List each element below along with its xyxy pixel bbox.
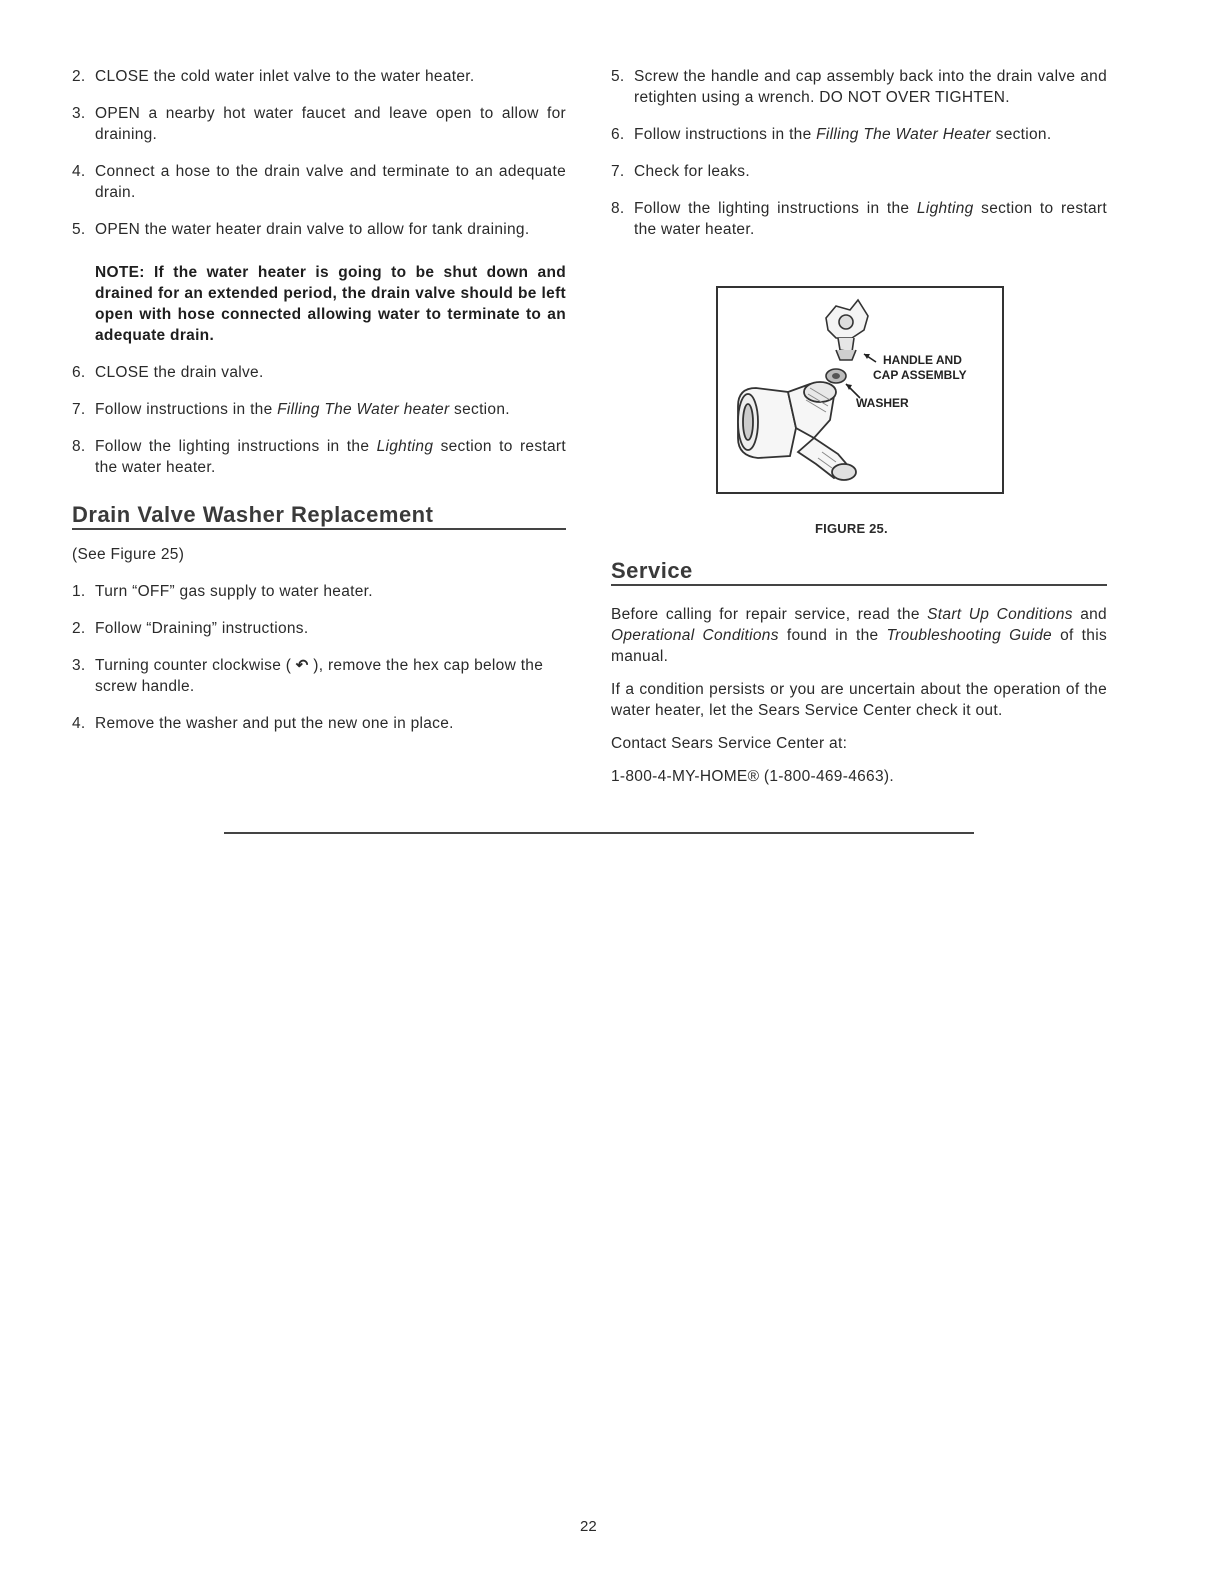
drain-step-remove-hex-cap bbox=[72, 655, 566, 697]
service-phone: 1-800-4-MY-HOME® (1-800-469-4663). bbox=[611, 768, 894, 785]
step-number: 3. bbox=[72, 657, 86, 674]
step-text-pre: Follow the lighting instructions in the bbox=[634, 200, 917, 217]
step-text-pre: Follow the lighting instructions in the bbox=[95, 438, 377, 455]
operational-conditions-ref: Operational Conditions bbox=[611, 627, 779, 644]
step-number: 8. bbox=[611, 200, 625, 217]
service-text: Before calling for repair service, read the bbox=[611, 606, 928, 623]
step-screw-handle-back bbox=[611, 66, 1107, 108]
step-text-post: section to restart the water heater. bbox=[95, 438, 566, 476]
drain-step-replace-washer bbox=[72, 713, 566, 734]
step-text-pre: Follow instructions in the bbox=[634, 126, 817, 143]
step-number: 1. bbox=[72, 583, 86, 600]
step-text-post: section to restart the water heater. bbox=[634, 200, 1107, 238]
step-text: OPEN the water heater drain valve to allow for tank draining. bbox=[95, 221, 530, 238]
lighting-section-ref: Lighting bbox=[376, 438, 434, 455]
valve-body-icon bbox=[738, 382, 856, 480]
handle-cap-label bbox=[873, 353, 967, 383]
step-text: Follow “Draining” instructions. bbox=[95, 620, 309, 637]
filling-section-ref: Filling The Water Heater bbox=[816, 126, 992, 143]
step-text-post: ), remove the hex cap below the screw handle. bbox=[95, 657, 544, 695]
step-close-drain-valve bbox=[72, 362, 566, 383]
step-number: 8. bbox=[72, 438, 86, 455]
step-text-pre: Turning counter clockwise ( bbox=[95, 657, 296, 674]
step-text: Turn “OFF” gas supply to water heater. bbox=[95, 583, 373, 600]
step-number: 7. bbox=[72, 401, 86, 418]
service-intro bbox=[611, 604, 1107, 667]
step-text-post: section. bbox=[449, 401, 510, 418]
drain-step-gas-off bbox=[72, 581, 566, 602]
step-number: 5. bbox=[611, 68, 625, 85]
service-heading: Service bbox=[611, 560, 1107, 586]
step-number: 3. bbox=[72, 105, 86, 122]
step-text: CLOSE the drain valve. bbox=[95, 364, 264, 381]
washer-label: WASHER bbox=[856, 396, 909, 410]
step-open-faucet bbox=[72, 103, 566, 145]
step-follow-filling bbox=[611, 124, 1107, 145]
start-up-conditions-ref: Start Up Conditions bbox=[927, 606, 1073, 623]
service-persist-text: If a condition persists or you are uncertain about the operation of the water heater, let the Sears Service Center check it out. bbox=[611, 681, 1107, 719]
right-column bbox=[611, 66, 1107, 256]
step-follow-lighting bbox=[72, 436, 566, 478]
step-open-drain-valve bbox=[72, 219, 566, 240]
service-text: of this manual. bbox=[611, 627, 1108, 665]
lighting-section-ref: Lighting bbox=[916, 200, 974, 217]
see-figure-ref: (See Figure 25) bbox=[72, 546, 185, 563]
service-text: found in the bbox=[778, 627, 887, 644]
step-follow-filling bbox=[72, 399, 566, 420]
filling-section-ref: Filling The Water heater bbox=[277, 401, 450, 418]
step-follow-lighting bbox=[611, 198, 1107, 240]
counter-clockwise-icon: ↶ bbox=[295, 657, 309, 674]
step-text: Check for leaks. bbox=[634, 163, 750, 180]
shutdown-note: NOTE: If the water heater is going to be shut down and drained for an extended period, the drain valve should be left open with hose connected allowing water to terminate to an adequate drain. bbox=[95, 264, 566, 344]
step-number: 6. bbox=[72, 364, 86, 381]
handle-label-line2: CAP ASSEMBLY bbox=[873, 368, 967, 382]
step-text: OPEN a nearby hot water faucet and leave open to allow for draining. bbox=[95, 105, 566, 143]
figure-caption: FIGURE 25. bbox=[815, 521, 888, 536]
step-close-cold-inlet bbox=[72, 66, 566, 87]
drain-step-follow-draining bbox=[72, 618, 566, 639]
step-check-leaks bbox=[611, 161, 1107, 182]
step-number: 4. bbox=[72, 715, 86, 732]
drain-valve-illustration bbox=[718, 288, 1002, 492]
step-text-pre: Follow instructions in the bbox=[95, 401, 278, 418]
washer-icon bbox=[826, 369, 846, 383]
handle-label-line1: HANDLE AND bbox=[883, 353, 962, 367]
step-number: 6. bbox=[611, 126, 625, 143]
service-section bbox=[611, 560, 1107, 799]
step-text: Remove the washer and put the new one in place. bbox=[95, 715, 454, 732]
section-divider bbox=[224, 832, 974, 834]
troubleshooting-guide-ref: Troubleshooting Guide bbox=[886, 627, 1052, 644]
step-connect-hose bbox=[72, 161, 566, 203]
step-number: 4. bbox=[72, 163, 86, 180]
service-text: and bbox=[1072, 606, 1107, 623]
service-contact-text: Contact Sears Service Center at: bbox=[611, 735, 848, 752]
page-number: 22 bbox=[580, 1518, 597, 1535]
drain-valve-washer-heading: Drain Valve Washer Replacement bbox=[72, 504, 566, 530]
step-text: CLOSE the cold water inlet valve to the water heater. bbox=[95, 68, 475, 85]
figure-25-frame bbox=[716, 286, 1004, 494]
step-number: 2. bbox=[72, 620, 86, 637]
handle-knob-icon bbox=[826, 300, 868, 360]
step-number: 2. bbox=[72, 68, 86, 85]
step-text: Connect a hose to the drain valve and terminate to an adequate drain. bbox=[95, 163, 566, 201]
step-text-post: section. bbox=[991, 126, 1052, 143]
step-text: Screw the handle and cap assembly back into the drain valve and retighten using a wrench. DO NOT OVER TIGHTEN. bbox=[634, 68, 1107, 106]
left-column bbox=[72, 66, 566, 750]
step-number: 5. bbox=[72, 221, 86, 238]
step-number: 7. bbox=[611, 163, 625, 180]
